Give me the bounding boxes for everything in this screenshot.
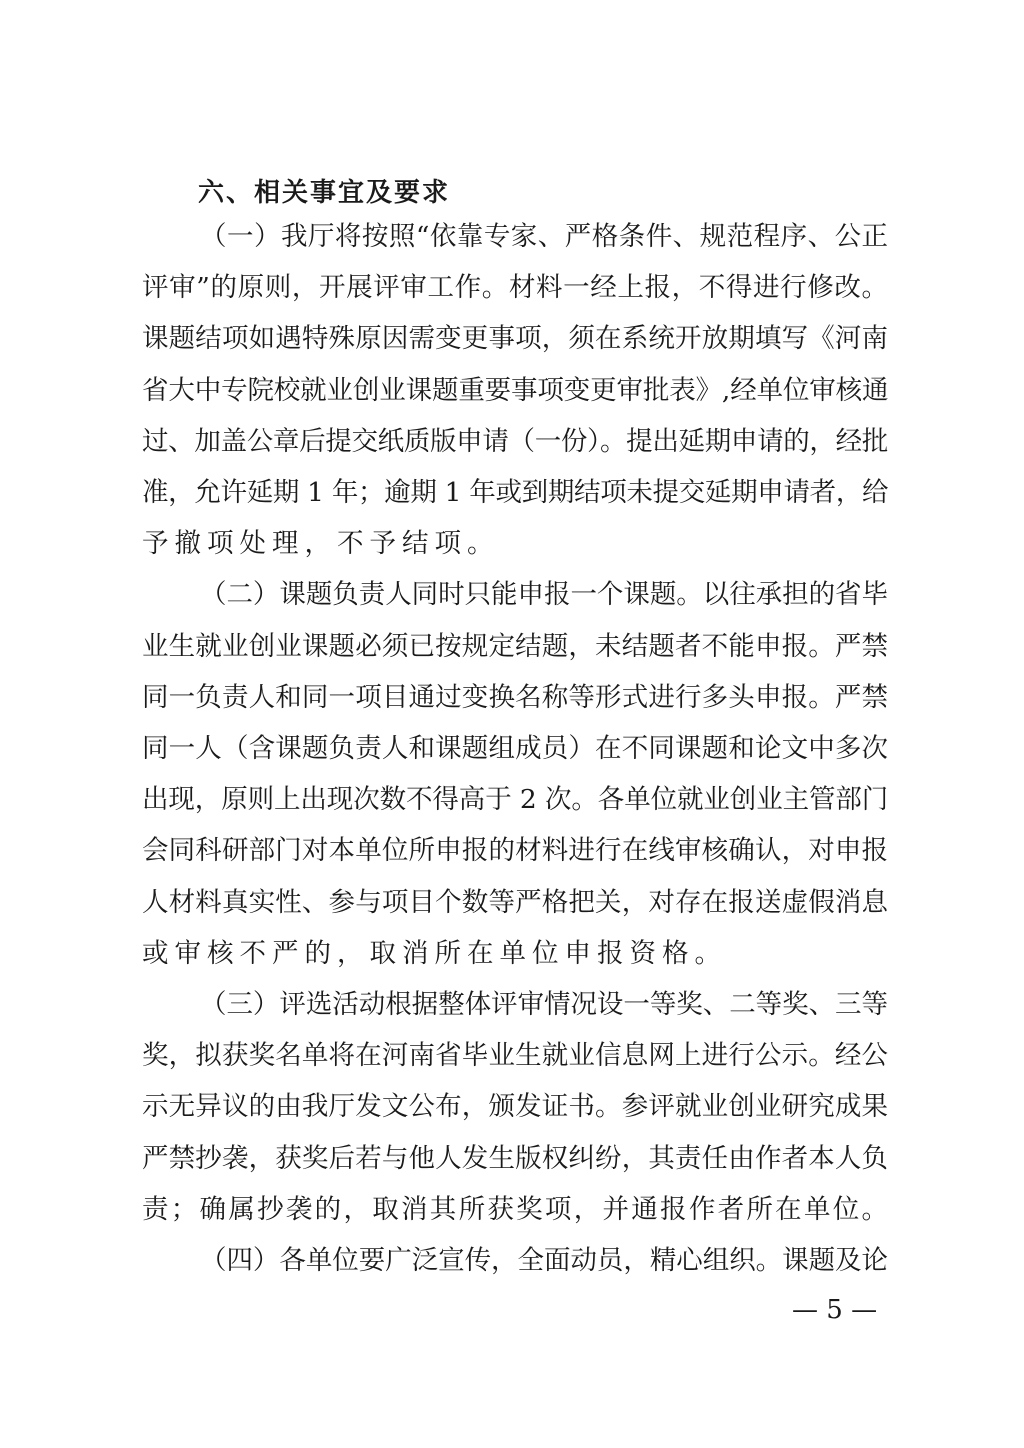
text-line: 出现，原则上出现次数不得高于 2 次。各单位就业创业主管部门 (142, 784, 889, 816)
text-line: 准，允许延期 1 年；逾期 1 年或到期结项未提交延期申请者，给 (142, 477, 889, 508)
section-heading: 六、相关事宜及要求 (198, 178, 451, 208)
text-line: 评审”的原则，开展评审工作。材料一经上报，不得进行修改。 (142, 272, 889, 304)
text-line: 会同科研部门对本单位所申报的材料进行在线审核确认，对申报 (142, 835, 889, 867)
text-line: 同一人（含课题负责人和课题组成员）在不同课题和论文中多次 (142, 733, 889, 764)
text-line: 人材料真实性、参与项目个数等严格把关，对存在报送虚假消息 (142, 886, 889, 918)
text-line: 过、加盖公章后提交纸质版申请（一份）。提出延期申请的，经批 (142, 425, 888, 457)
text-line: 予撤项处理，不予结项。 (142, 528, 500, 560)
text-line: 或审核不严的，取消所在单位申报资格。 (142, 937, 727, 969)
text-line: 省大中专院校就业创业课题重要事项变更审批表》,经单位审核通 (142, 374, 889, 406)
text-line: 同一负责人和同一项目通过变换名称等形式进行多头申报。严禁 (142, 681, 889, 713)
text-line: （三）评选活动根据整体评审情况设一等奖、二等奖、三等 (200, 989, 888, 1020)
text-line: （四）各单位要广泛宣传，全面动员，精心组织。课题及论 (200, 1245, 888, 1276)
text-line: 课题结项如遇特殊原因需变更事项，须在系统开放期填写《河南 (142, 323, 889, 355)
text-line: 示无异议的由我厅发文公布，颁发证书。参评就业创业研究成果 (142, 1091, 889, 1123)
text-line: 奖，拟获奖名单将在河南省毕业生就业信息网上进行公示。经公 (142, 1040, 889, 1072)
text-line: 业生就业创业课题必须已按规定结题，未结题者不能申报。严禁 (142, 630, 889, 662)
text-line: （一）我厅将按照“依靠专家、严格条件、规范程序、公正 (200, 221, 889, 252)
page-number: — 5 — (792, 1295, 878, 1325)
text-line: （二）课题负责人同时只能申报一个课题。以往承担的省毕 (200, 579, 888, 611)
text-line: 严禁抄袭，获奖后若与他人发生版权纠纷，其责任由作者本人负 (142, 1142, 889, 1174)
text-line: 责；确属抄袭的，取消其所获奖项，并通报作者所在单位。 (142, 1193, 891, 1225)
